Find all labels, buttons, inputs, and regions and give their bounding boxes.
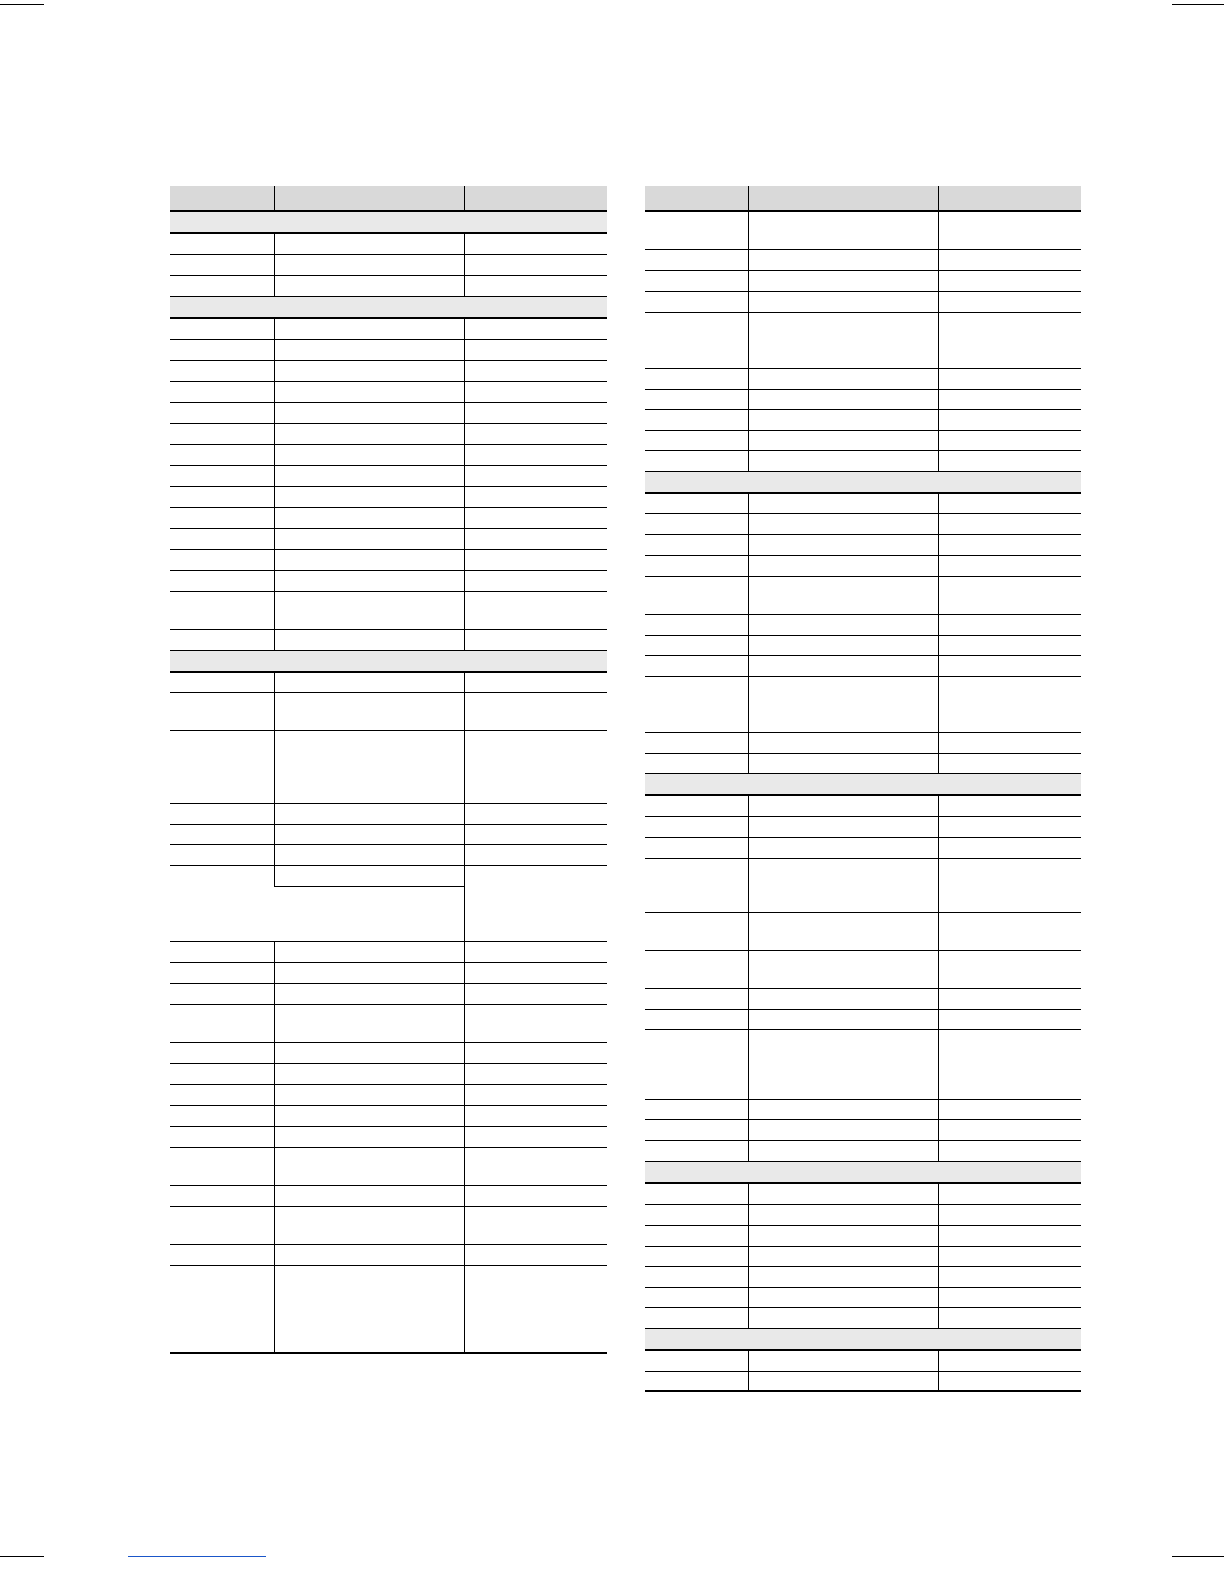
table-row (170, 339, 607, 360)
section-header-row (170, 211, 607, 233)
table-row (170, 672, 607, 692)
table-row (645, 655, 1081, 676)
table-row (645, 450, 1081, 471)
section-header-row (170, 650, 607, 672)
table-row (645, 1099, 1081, 1119)
table-row (645, 1204, 1081, 1225)
right-spec-table (645, 186, 1081, 1392)
table-row (645, 1246, 1081, 1266)
table-row (645, 493, 1081, 513)
table-row (645, 211, 1081, 249)
table-row (645, 1140, 1081, 1161)
section-header-row (170, 296, 607, 318)
table-row (170, 1042, 607, 1063)
table-row (170, 865, 607, 886)
table-row (170, 1147, 607, 1185)
table-row (645, 1307, 1081, 1328)
table-row (645, 858, 1081, 912)
table-row (170, 824, 607, 844)
table-row (170, 1185, 607, 1206)
table-row (170, 1244, 607, 1265)
table-row (645, 732, 1081, 753)
header-cell (645, 186, 748, 211)
section-header-row (645, 1161, 1081, 1183)
table-row (645, 430, 1081, 450)
table-row (170, 275, 607, 296)
header-cell (464, 186, 607, 211)
table-row (645, 389, 1081, 409)
table-row (170, 1126, 607, 1147)
table-row (170, 983, 607, 1004)
table-row (170, 465, 607, 486)
section-header-row (645, 471, 1081, 493)
table-row (645, 676, 1081, 732)
table-row (645, 270, 1081, 291)
crop-mark-bottom-right (1172, 1556, 1224, 1557)
table-row (170, 233, 607, 254)
table-row (170, 1004, 607, 1042)
table-row (645, 795, 1081, 816)
table-row (645, 1350, 1081, 1371)
table-row (645, 409, 1081, 430)
table-row (645, 312, 1081, 368)
table-row (170, 941, 607, 962)
header-cell (748, 186, 938, 211)
table-row (645, 249, 1081, 270)
table-row (170, 486, 607, 507)
table-row (170, 381, 607, 402)
table-row (170, 423, 607, 444)
left-spec-table (170, 186, 607, 1354)
table-row (170, 1084, 607, 1105)
table-row (645, 912, 1081, 950)
table-row (645, 1183, 1081, 1204)
table-row (170, 844, 607, 865)
footer-link-rule (128, 1556, 266, 1557)
crop-mark-top-right (1172, 4, 1224, 5)
table-row (170, 730, 607, 803)
table-row (170, 254, 607, 275)
table-row (170, 402, 607, 423)
crop-mark-top-left (0, 4, 44, 5)
table-row (645, 368, 1081, 389)
table-row (645, 1119, 1081, 1140)
section-header-row (645, 773, 1081, 795)
table-row (170, 591, 607, 629)
table-row (170, 507, 607, 528)
table-row (170, 1206, 607, 1244)
table-row (645, 1009, 1081, 1029)
table-row (170, 692, 607, 730)
table-row (645, 1287, 1081, 1307)
table-row (170, 1105, 607, 1126)
table-row (645, 1225, 1081, 1246)
table-row (170, 570, 607, 591)
table-row (170, 962, 607, 983)
table-row (170, 528, 607, 549)
table-row (645, 555, 1081, 576)
table-row (170, 629, 607, 650)
table-row (170, 1265, 607, 1353)
table-row (170, 549, 607, 570)
table-row (170, 360, 607, 381)
crop-mark-bottom-left (0, 1556, 44, 1557)
table-row (645, 1029, 1081, 1099)
table-row (645, 1266, 1081, 1287)
table-row (170, 803, 607, 824)
header-cell (938, 186, 1081, 211)
table-row (645, 635, 1081, 655)
table-row (645, 534, 1081, 555)
table-header-row (645, 186, 1081, 211)
section-header-row (645, 1328, 1081, 1350)
table-row (645, 513, 1081, 534)
table-row (645, 614, 1081, 635)
header-cell (274, 186, 464, 211)
table-row (645, 1371, 1081, 1391)
table-header-row (170, 186, 607, 211)
table-row (645, 950, 1081, 988)
table-row (645, 291, 1081, 312)
table-row (645, 816, 1081, 837)
table-row (645, 753, 1081, 773)
table-row (645, 576, 1081, 614)
header-cell (170, 186, 274, 211)
table-row (170, 318, 607, 339)
table-row (645, 988, 1081, 1009)
table-row (170, 444, 607, 465)
table-row (170, 1063, 607, 1084)
table-row (645, 837, 1081, 858)
